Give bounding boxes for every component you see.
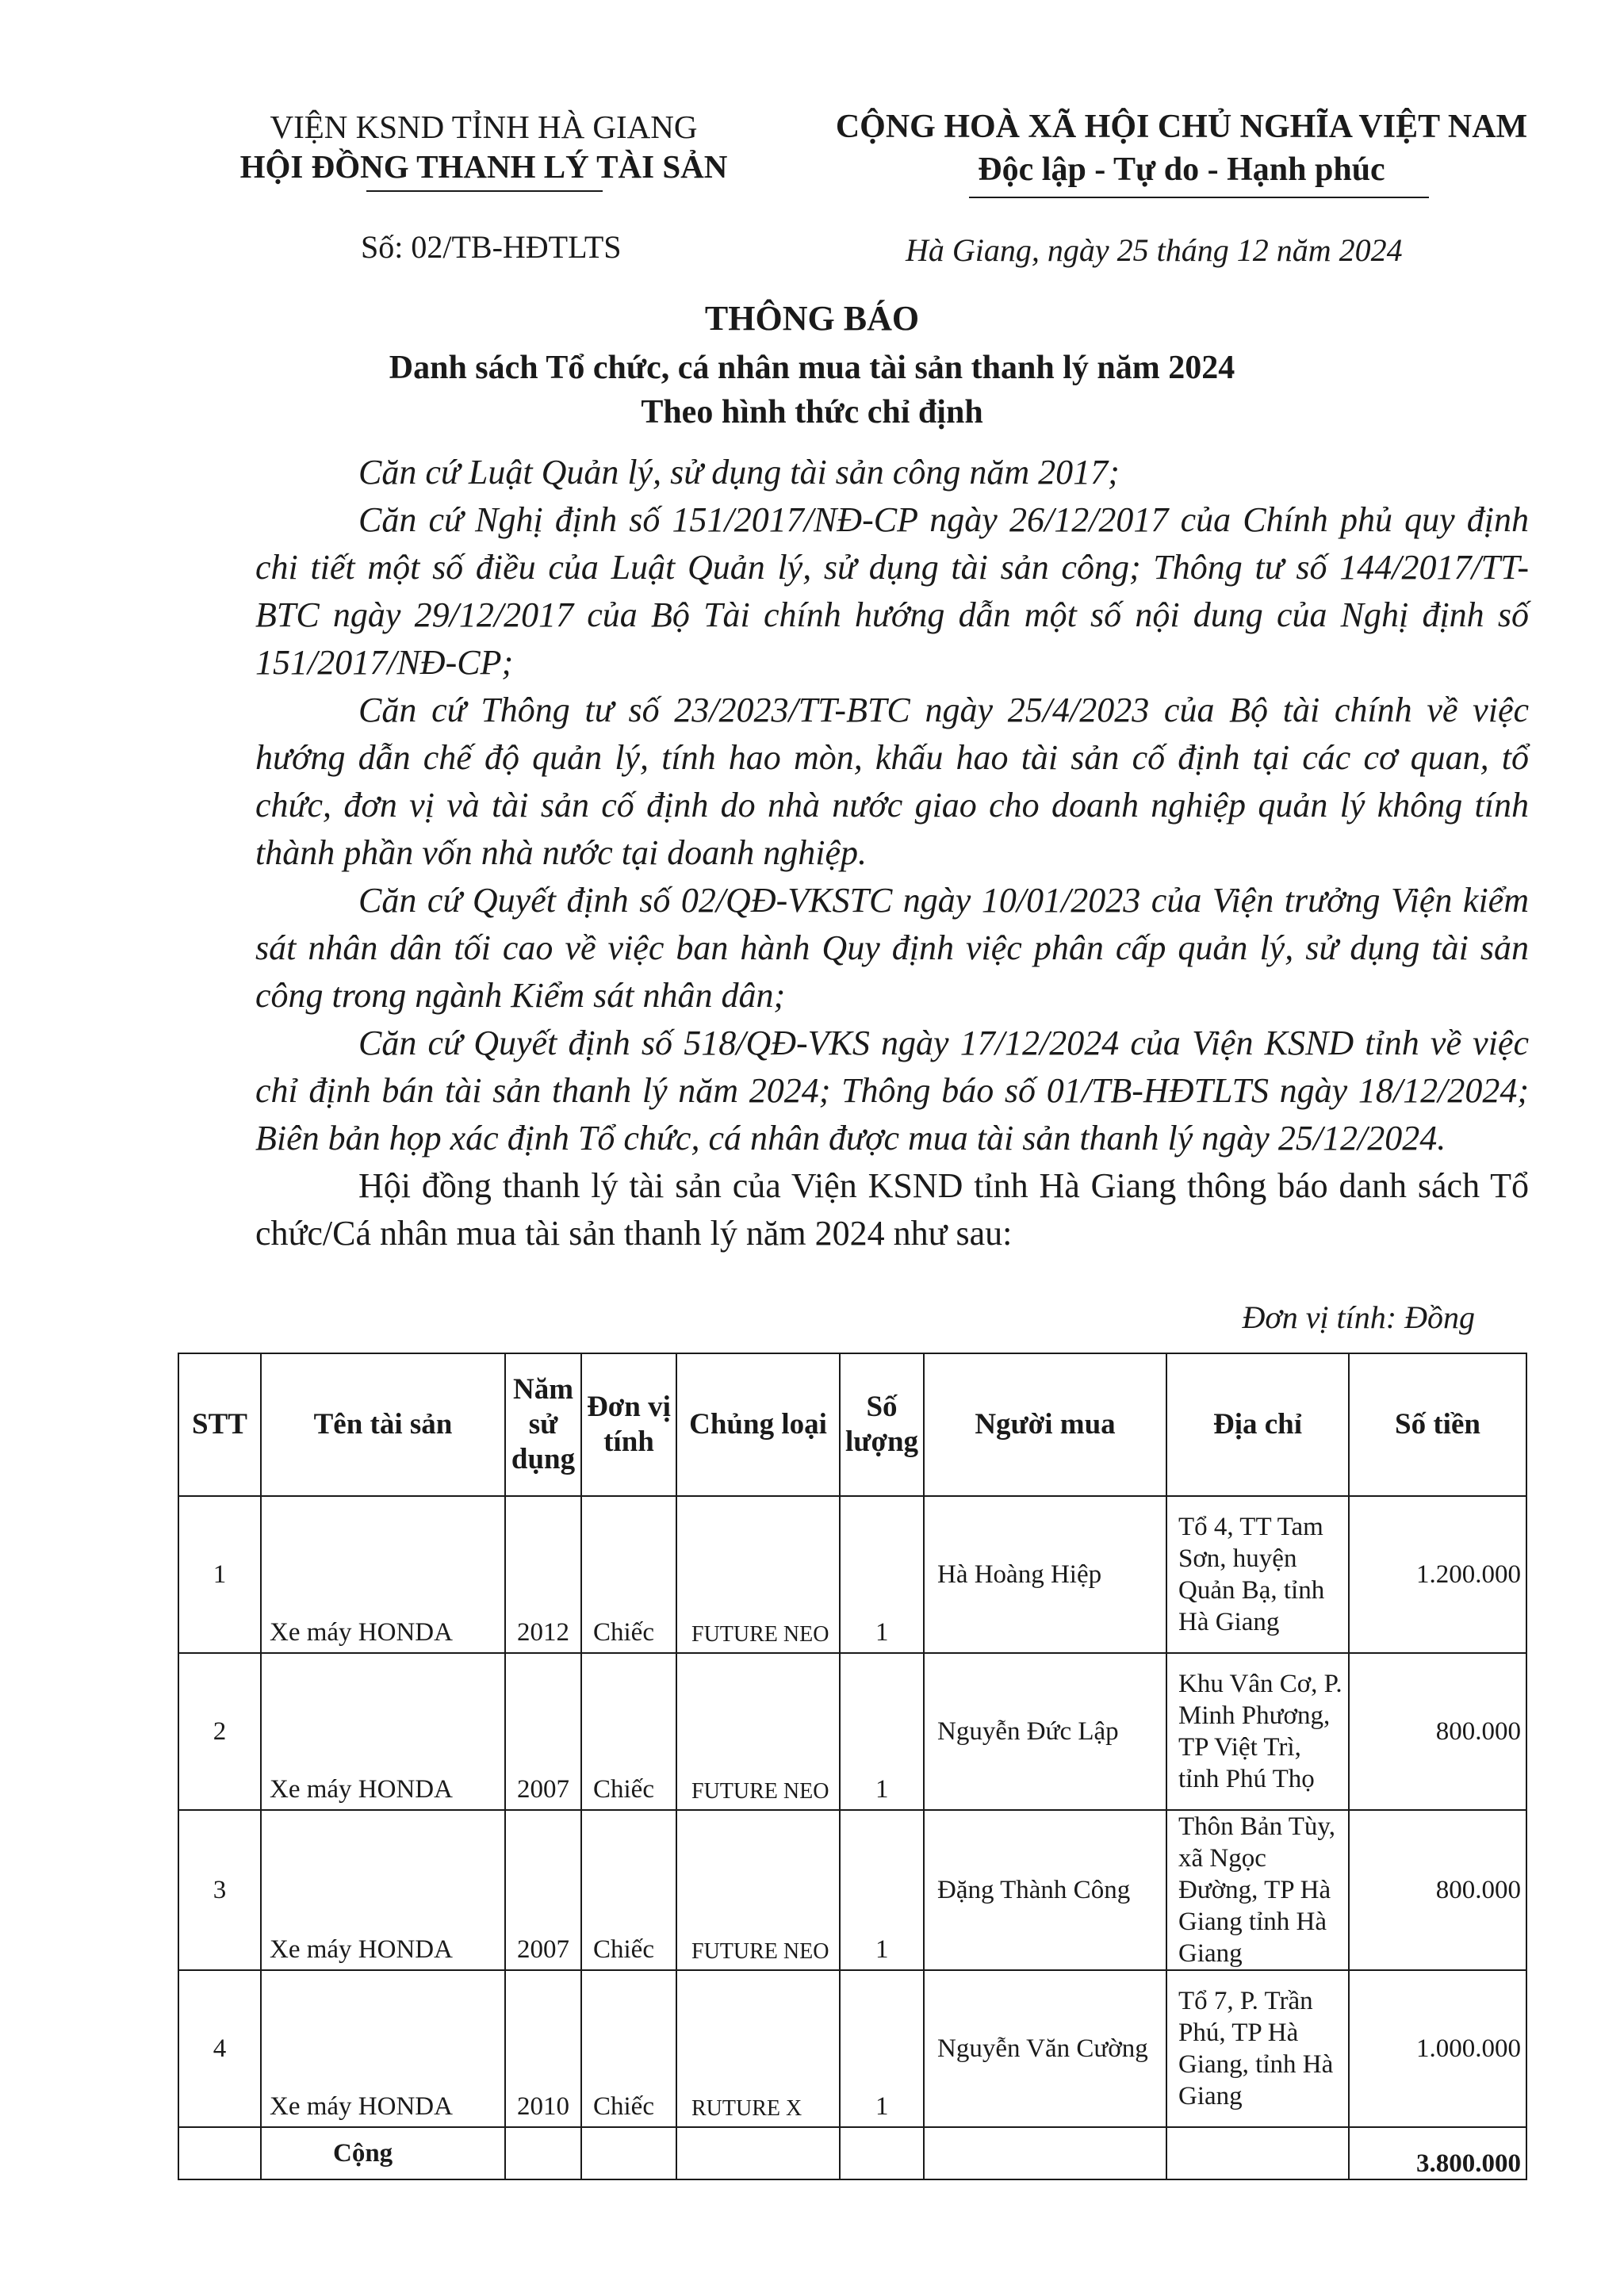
- cell-address: Khu Vân Cơ, P. Minh Phương, TP Việt Trì, tỉnh Phú Thọ: [1166, 1653, 1349, 1810]
- document-date: Hà Giang, ngày 25 tháng 12 năm 2024: [906, 232, 1403, 268]
- cell-type: FUTURE NEO: [676, 1496, 840, 1653]
- org-underline: [366, 190, 603, 192]
- header-amount: Số tiền: [1349, 1353, 1526, 1496]
- org-name: HỘI ĐỒNG THANH LÝ TÀI SẢN: [239, 148, 728, 185]
- header-stt: STT: [178, 1353, 261, 1496]
- cell-asset-name: Xe máy HONDA: [261, 1496, 505, 1653]
- cell-type: FUTURE NEO: [676, 1653, 840, 1810]
- total-amount: 3.800.000: [1349, 2127, 1526, 2179]
- cell-unit: Chiếc: [581, 1810, 676, 1970]
- country-name: CỘNG HOÀ XÃ HỘI CHỦ NGHĨA VIỆT NAM: [835, 109, 1528, 145]
- cell-amount: 1.200.000: [1349, 1496, 1526, 1653]
- header-address: Địa chỉ: [1166, 1353, 1349, 1496]
- currency-unit: Đơn vị tính: Đồng: [1242, 1299, 1475, 1335]
- cell-empty: [840, 2127, 924, 2179]
- cell-quantity: 1: [840, 1810, 924, 1970]
- legal-basis-3: Căn cứ Thông tư số 23/2023/TT-BTC ngày 25/4/2023 của Bộ tài chính về việc hướng dẫn chế độ quản lý, tính hao mòn, khấu hao tài sản cố định tại các cơ quan, tổ chức, đơn vị và tài sản cố định do nhà nước giao cho doanh nghiệp quản lý không tính thành phần vốn nhà nước tại doanh nghiệp.: [255, 691, 1529, 872]
- cell-unit: Chiếc: [581, 1496, 676, 1653]
- motto-underline: [969, 197, 1429, 198]
- header-quantity: Số lượng: [840, 1353, 924, 1496]
- cell-empty: [581, 2127, 676, 2179]
- cell-year: 2007: [505, 1810, 581, 1970]
- cell-empty: [178, 2127, 261, 2179]
- cell-buyer: Nguyễn Văn Cường: [924, 1970, 1166, 2127]
- header-buyer: Người mua: [924, 1353, 1166, 1496]
- cell-asset-name: Xe máy HONDA: [261, 1970, 505, 2127]
- cell-address: Tổ 4, TT Tam Sơn, huyện Quản Bạ, tỉnh Hà Giang: [1166, 1496, 1349, 1653]
- cell-amount: 800.000: [1349, 1810, 1526, 1970]
- cell-stt: 4: [178, 1970, 261, 2127]
- cell-unit: Chiếc: [581, 1970, 676, 2127]
- org-parent: VIỆN KSND TỈNH HÀ GIANG: [270, 109, 698, 145]
- cell-amount: 800.000: [1349, 1653, 1526, 1810]
- cell-year: 2012: [505, 1496, 581, 1653]
- cell-quantity: 1: [840, 1653, 924, 1810]
- cell-stt: 1: [178, 1496, 261, 1653]
- cell-type: RUTURE X: [676, 1970, 840, 2127]
- asset-table: [178, 1353, 1527, 2180]
- cell-unit: Chiếc: [581, 1653, 676, 1810]
- cell-stt: 3: [178, 1810, 261, 1970]
- document-body: [255, 449, 1529, 1257]
- cell-type: FUTURE NEO: [676, 1810, 840, 1970]
- document-number: Số: 02/TB-HĐTLTS: [361, 229, 622, 265]
- total-row: [178, 2127, 1526, 2179]
- cell-stt: 2: [178, 1653, 261, 1810]
- cell-asset-name: Xe máy HONDA: [261, 1653, 505, 1810]
- cell-empty: [924, 2127, 1166, 2179]
- cell-buyer: Hà Hoàng Hiệp: [924, 1496, 1166, 1653]
- legal-basis-1: Căn cứ Luật Quản lý, sử dụng tài sản công năm 2017;: [358, 453, 1120, 492]
- legal-basis-2: Căn cứ Nghị định số 151/2017/NĐ-CP ngày 26/12/2017 của Chính phủ quy định chi tiết một số điều của Luật Quản lý, sử dụng tài sản công; Thông tư số 144/2017/TT-BTC ngày 29/12/2017 của Bộ Tài chính hướng dẫn một số nội dung của Nghị định số 151/2017/NĐ-CP;: [255, 500, 1529, 682]
- table-row: [178, 1496, 1526, 1653]
- cell-quantity: 1: [840, 1496, 924, 1653]
- table-row: [178, 1653, 1526, 1810]
- cell-buyer: Nguyễn Đức Lập: [924, 1653, 1166, 1810]
- cell-empty: [1166, 2127, 1349, 2179]
- document-subtitle-2: Theo hình thức chỉ định: [641, 394, 983, 430]
- header-unit: Đơn vị tính: [581, 1353, 676, 1496]
- announcement-paragraph: Hội đồng thanh lý tài sản của Viện KSND tỉnh Hà Giang thông báo danh sách Tổ chức/Cá nhân mua tài sản thanh lý năm 2024 như sau:: [255, 1166, 1529, 1253]
- legal-basis-4: Căn cứ Quyết định số 02/QĐ-VKSTC ngày 10/01/2023 của Viện trưởng Viện kiểm sát nhân dân tối cao về việc ban hành Quy định việc phân cấp quản lý, sử dụng tài sản công trong ngành Kiểm sát nhân dân;: [255, 881, 1529, 1015]
- cell-buyer: Đặng Thành Công: [924, 1810, 1166, 1970]
- total-label: Cộng: [261, 2127, 505, 2179]
- cell-quantity: 1: [840, 1970, 924, 2127]
- table-header-row: [178, 1353, 1526, 1496]
- table-row: [178, 1810, 1526, 1970]
- cell-asset-name: Xe máy HONDA: [261, 1810, 505, 1970]
- cell-address: Tổ 7, P. Trần Phú, TP Hà Giang, tỉnh Hà Giang: [1166, 1970, 1349, 2127]
- legal-basis-5: Căn cứ Quyết định số 518/QĐ-VKS ngày 17/12/2024 của Viện KSND tỉnh về việc chỉ định bán tài sản thanh lý năm 2024; Thông báo số 01/TB-HĐTLTS ngày 18/12/2024; Biên bản họp xác định Tổ chức, cá nhân được mua tài sản thanh lý ngày 25/12/2024.: [255, 1024, 1529, 1158]
- cell-year: 2007: [505, 1653, 581, 1810]
- header-type: Chủng loại: [676, 1353, 840, 1496]
- cell-empty: [505, 2127, 581, 2179]
- document-title: THÔNG BÁO: [704, 299, 920, 338]
- header-asset-name: Tên tài sản: [261, 1353, 505, 1496]
- national-motto: Độc lập - Tự do - Hạnh phúc: [978, 151, 1385, 188]
- cell-year: 2010: [505, 1970, 581, 2127]
- table-row: [178, 1970, 1526, 2127]
- document-subtitle: Danh sách Tổ chức, cá nhân mua tài sản thanh lý năm 2024: [389, 350, 1235, 386]
- cell-amount: 1.000.000: [1349, 1970, 1526, 2127]
- cell-empty: [676, 2127, 840, 2179]
- cell-address: Thôn Bản Tùy, xã Ngọc Đường, TP Hà Giang tỉnh Hà Giang: [1166, 1810, 1349, 1970]
- header-year: Năm sử dụng: [505, 1353, 581, 1496]
